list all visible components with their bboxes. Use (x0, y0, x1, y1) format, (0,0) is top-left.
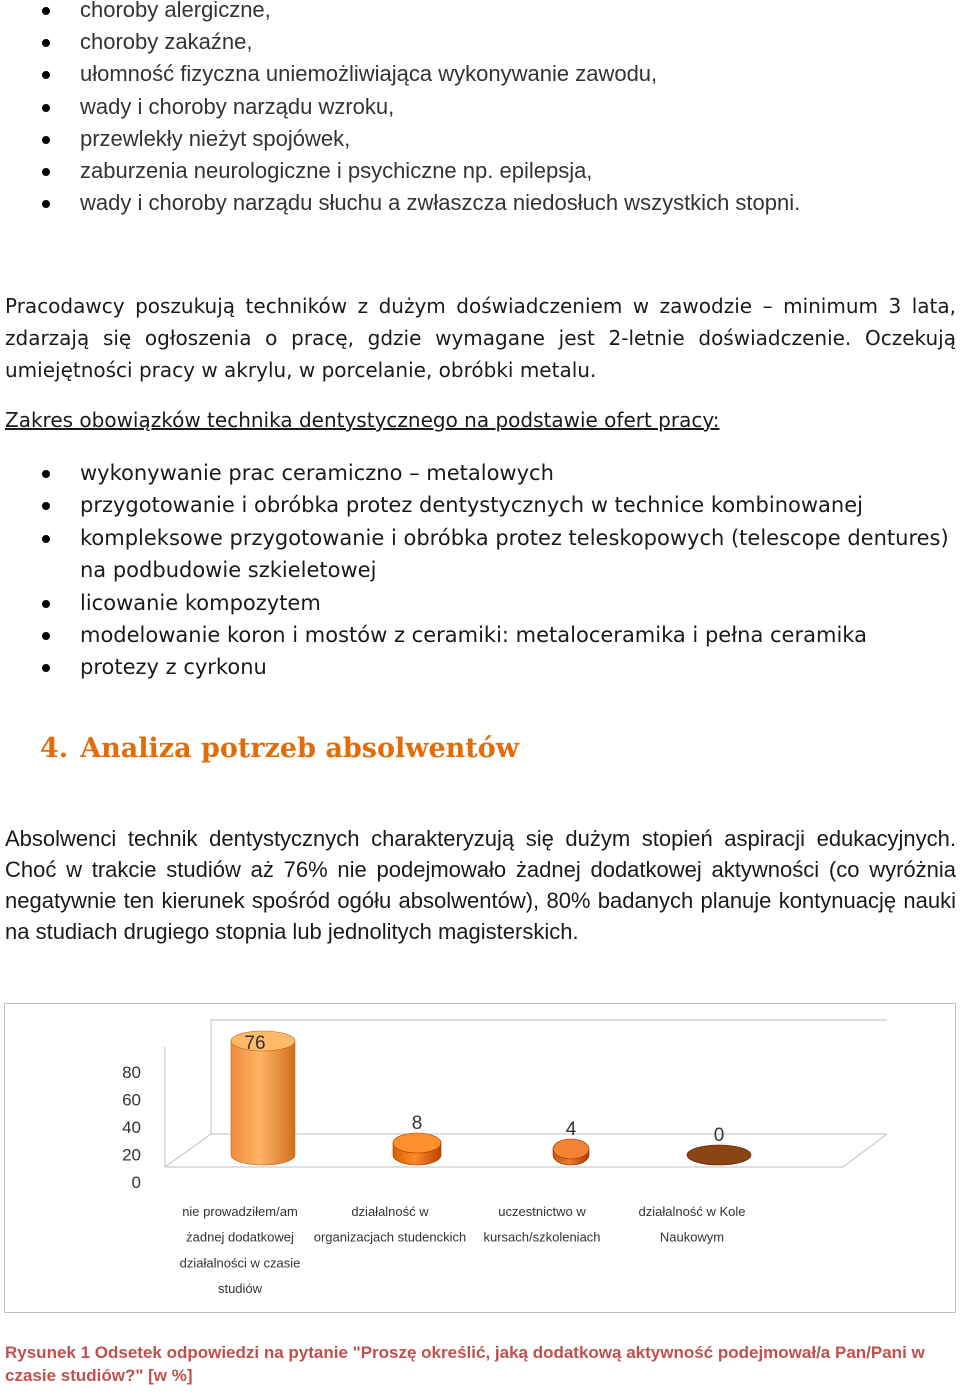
category-label: Naukowym (659, 1229, 725, 1245)
y-tick-label: 80 (122, 1063, 141, 1082)
list-item: wady i choroby narządu słuchu a zwłaszcza niedosłuch wszystkich stopni. (0, 187, 800, 219)
list-item: choroby zakaźne, (0, 26, 800, 58)
bar-top (393, 1133, 441, 1153)
section-heading (40, 733, 519, 764)
list-item: przygotowanie i obróbka protez dentystycznych w technice kombinowanej (0, 489, 960, 521)
bar-top (553, 1139, 589, 1159)
chart-svg (5, 1004, 955, 1312)
y-tick-label: 20 (122, 1145, 141, 1165)
data-label: 0 (713, 1125, 725, 1146)
employers-paragraph: Pracodawcy poszukują techników z dużym doświadczeniem w zawodzie – minimum 3 lata, zdarzają się ogłoszenia o pracę, gdzie wymagane jest 2-letnie doświadczenie. Oczekują umiejętności pracy w akrylu, w porcelanie, obróbki metalu. (5, 294, 956, 382)
graduates-paragraph: Absolwenci technik dentystycznych charakteryzują się dużym stopień aspiracji edukacyjnych. Choć w trakcie studiów aż 76% nie podejmowało żadnej dodatkowej aktywności (co wyróżnia negatywnie ten kierunek spośród ogółu absolwentów), 80% badanych planuje kontynuację nauki na studiach drugiego stopnia lub jednolitych magisterskich. (5, 826, 956, 944)
list-item: wykonywanie prac ceramiczno – metalowych (0, 457, 960, 489)
data-label: 76 (244, 1033, 266, 1054)
bar (231, 1041, 295, 1165)
data-label: 4 (565, 1119, 577, 1140)
list-item: protezy z cyrkonu (0, 651, 960, 683)
category-label: nie prowadziłem/am (182, 1204, 298, 1219)
list-item: wady i choroby narządu wzroku, (0, 91, 800, 123)
data-label: 8 (411, 1113, 423, 1134)
figure-caption: Rysunek 1 Odsetek odpowiedzi na pytanie "Proszę określić, jaką dodatkową aktywność podejmował/a Pan/Pani w czasie studiów?" [w %] (5, 1343, 925, 1385)
list-item: ułomność fizyczna uniemożliwiająca wykonywanie zawodu, (0, 58, 800, 90)
chart-floor-right-edge (843, 1134, 887, 1167)
section-number: 4. (40, 733, 69, 764)
y-tick-label: 40 (122, 1118, 141, 1137)
category-label: kursach/szkoleniach (483, 1229, 601, 1245)
category-label: uczestnictwo w (498, 1204, 586, 1219)
y-tick-label: 60 (122, 1090, 141, 1110)
category-label: studiów (217, 1281, 263, 1297)
duties-bullet-list (0, 457, 960, 684)
list-item: kompleksowe przygotowanie i obróbka protez teleskopowych (telescope dentures) na podbudowie szkieletowej (0, 522, 960, 587)
category-label: działalność w Kole (638, 1204, 746, 1219)
list-item: przewlekły nieżyt spojówek, (0, 123, 800, 155)
category-label: działalność w (351, 1204, 429, 1219)
y-tick-label: 0 (131, 1173, 141, 1192)
list-item: choroby alergiczne, (0, 0, 800, 26)
category-label: działalności w czasie (179, 1255, 301, 1271)
list-item: modelowanie koron i mostów z ceramiki: metaloceramika i pełna ceramika (0, 619, 960, 651)
top-bullet-list (0, 0, 800, 219)
bar (687, 1145, 751, 1165)
section-title: Analiza potrzeb absolwentów (80, 733, 519, 764)
list-item: zaburzenia neurologiczne i psychiczne np. epilepsja, (0, 155, 800, 187)
list-item: licowanie kompozytem (0, 587, 960, 619)
duties-heading: Zakres obowiązków technika dentystycznego na podstawie ofert pracy: (5, 408, 720, 432)
activity-chart (4, 1003, 956, 1313)
category-label: organizacjach studenckich (313, 1229, 467, 1245)
category-label: żadnej dodatkowej (186, 1229, 294, 1245)
